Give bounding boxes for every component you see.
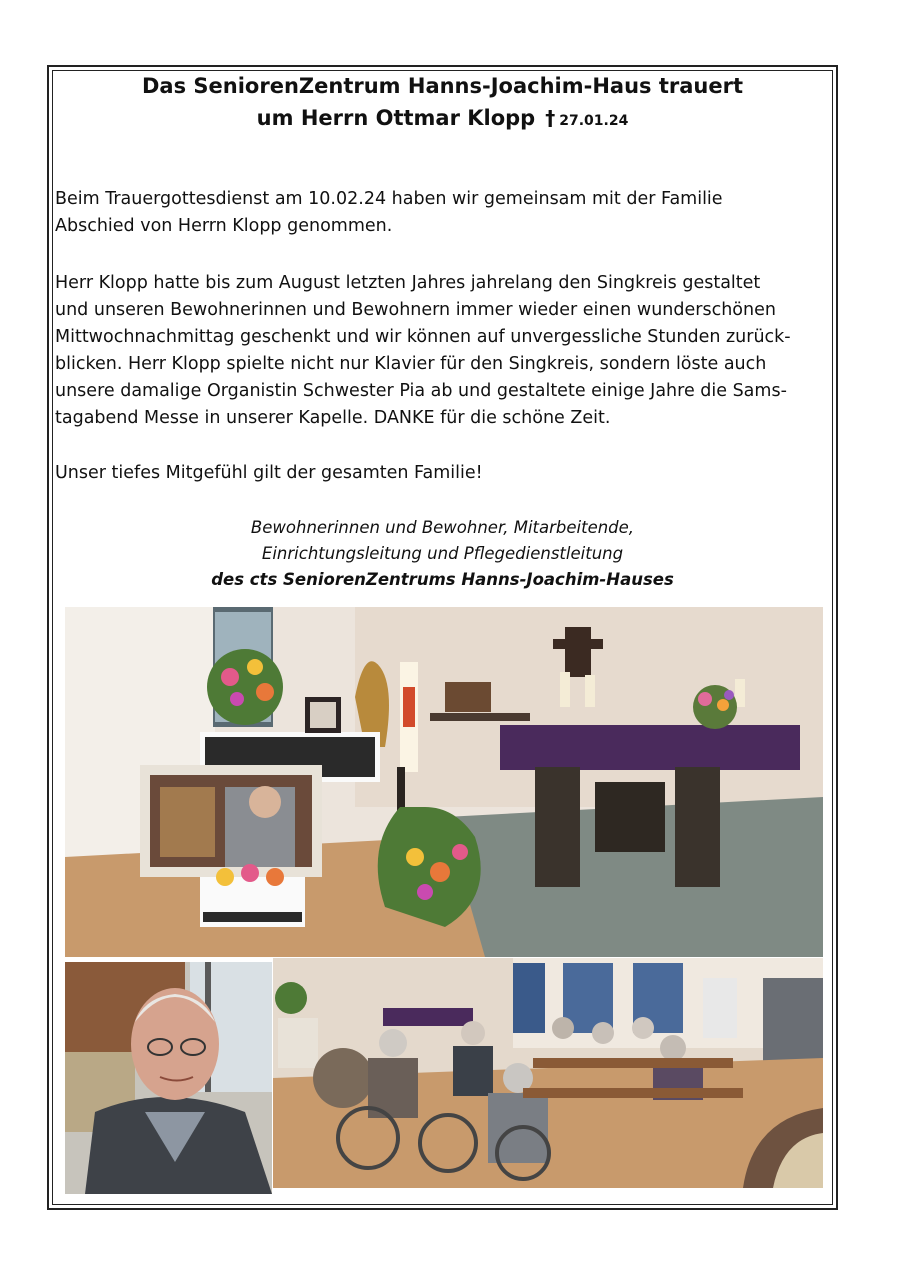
text-line: unsere damalige Organistin Schwester Pia ab und gestaltete einige Jahre die Sams- (55, 381, 787, 401)
congregation-photo (273, 958, 823, 1188)
text-line: Beim Trauergottesdienst am 10.02.24 haben wir gemeinsam mit der Familie (55, 189, 723, 209)
signature-line-3: des cts SeniorenZentrums Hanns-Joachim-Hauses (211, 570, 674, 589)
heading-line-1: Das SeniorenZentrum Hanns-Joachim-Haus trauert (142, 74, 743, 98)
text-line: Mittwochnachmittag geschenkt und wir können auf unvergessliche Stunden zurück- (55, 327, 791, 347)
paragraph-farewell (55, 186, 835, 240)
paragraph-tribute (55, 270, 835, 432)
chapel-memorial-photo (65, 607, 823, 957)
death-date: 27.01.24 (559, 113, 629, 129)
heading-line-2 (52, 104, 833, 135)
paragraph-condolence (55, 460, 835, 487)
cross-icon: † (545, 106, 556, 130)
signature-block (52, 515, 833, 593)
text-line: Herr Klopp hatte bis zum August letzten Jahres jahrelang den Singkreis gestaltet (55, 273, 761, 293)
text-line: Abschied von Herrn Klopp genommen. (55, 216, 393, 236)
text-line: blicken. Herr Klopp spielte nicht nur Klavier für den Singkreis, sondern löste auch (55, 354, 767, 374)
signature-line-2: Einrichtungsleitung und Pflegedienstleitung (261, 544, 624, 563)
signature-line-1: Bewohnerinnen und Bewohner, Mitarbeitende, (250, 518, 635, 537)
portrait-photo (65, 962, 272, 1194)
deceased-name: um Herrn Ottmar Klopp (256, 106, 536, 130)
text-line: Unser tiefes Mitgefühl gilt der gesamten Familie! (55, 463, 483, 483)
text-line: und unseren Bewohnerinnen und Bewohnern immer wieder einen wunderschönen (55, 300, 776, 320)
text-line: tagabend Messe in unserer Kapelle. DANKE für die schöne Zeit. (55, 408, 611, 428)
